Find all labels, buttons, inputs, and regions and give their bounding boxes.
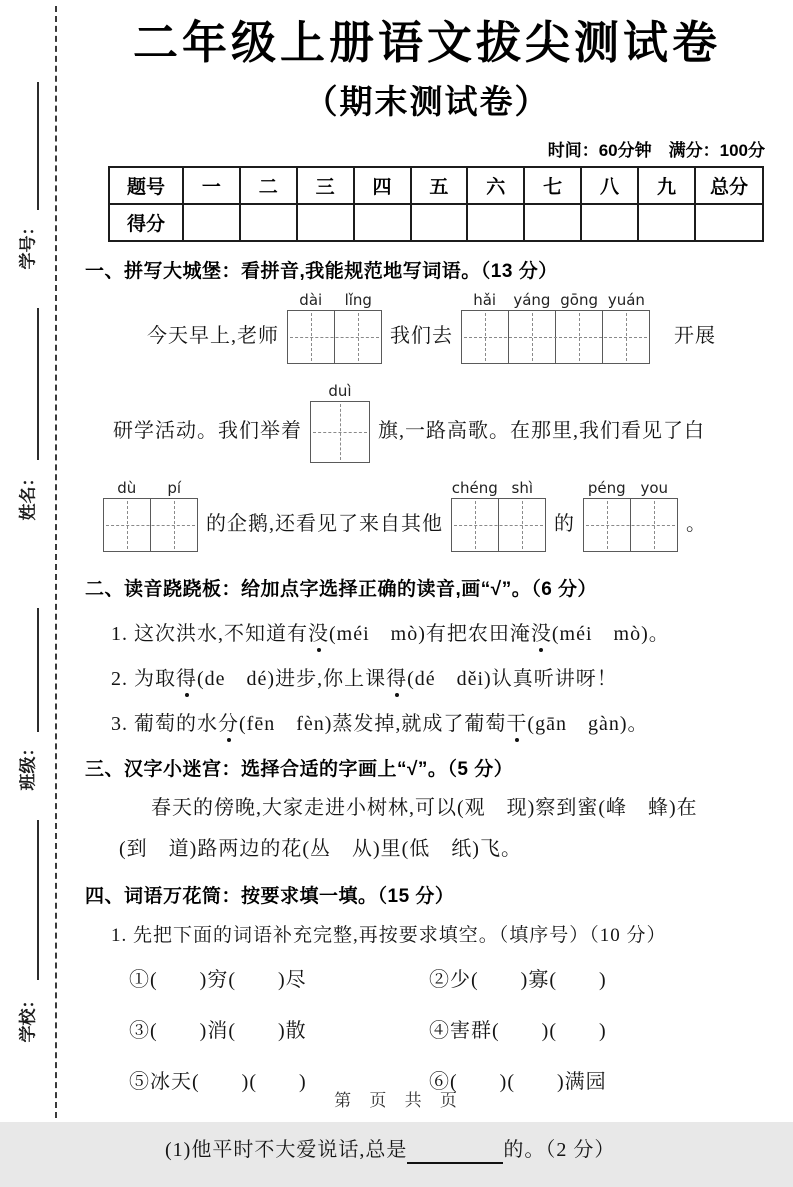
section2-item-1 bbox=[111, 617, 769, 646]
sentence-text: 旗,一路高歌。在那里,我们看见了白 bbox=[378, 420, 705, 442]
pinyin-label: shì bbox=[511, 479, 533, 497]
answer-cell[interactable] bbox=[104, 499, 151, 551]
pinyin-label: yáng bbox=[513, 291, 551, 309]
score-table-header-row bbox=[109, 167, 763, 204]
write-grid[interactable] bbox=[461, 310, 650, 364]
score-input-cell[interactable] bbox=[411, 204, 468, 241]
pinyin-answer-grid[interactable] bbox=[287, 291, 382, 364]
score-header-cell: 一 bbox=[183, 167, 240, 204]
paper-body bbox=[85, 16, 769, 1187]
pinyin-label: yuán bbox=[607, 291, 645, 309]
sentence-text: (fēn fèn)蒸发掉,就成了葡萄 bbox=[239, 713, 507, 735]
score-input-cell[interactable] bbox=[581, 204, 638, 241]
student-id-write-line[interactable] bbox=[37, 82, 39, 210]
score-input-cell[interactable] bbox=[638, 204, 695, 241]
answer-cell[interactable] bbox=[311, 402, 369, 462]
section1-line3 bbox=[103, 479, 769, 552]
score-input-cell[interactable] bbox=[467, 204, 524, 241]
score-table bbox=[108, 166, 764, 242]
score-header-cell: 五 bbox=[411, 167, 468, 204]
dotted-char: 没 bbox=[308, 617, 329, 646]
sentence-text: 1. 这次洪水,不知道有 bbox=[111, 623, 308, 645]
write-grid[interactable] bbox=[103, 498, 198, 552]
dotted-char: 干 bbox=[506, 707, 527, 736]
sentence-text: (méi mò)有把农田淹 bbox=[329, 623, 531, 645]
section4-heading: 四、词语万花筒：按要求填一填。（15 分） bbox=[85, 886, 455, 907]
sentence-text: 2. 为取 bbox=[111, 668, 176, 690]
answer-cell[interactable] bbox=[556, 311, 603, 363]
answer-cell[interactable] bbox=[288, 311, 335, 363]
score-input-cell[interactable] bbox=[524, 204, 581, 241]
sentence-text: (méi mò)。 bbox=[551, 623, 670, 645]
section2-item-2 bbox=[111, 662, 769, 691]
sentence-text: 开展 bbox=[674, 325, 716, 347]
sentence-text: 的 bbox=[554, 513, 575, 535]
sentence-text: 。 bbox=[686, 513, 707, 535]
pinyin-answer-grid[interactable] bbox=[310, 382, 370, 463]
answer-cell[interactable] bbox=[603, 311, 649, 363]
pinyin-label: duì bbox=[328, 382, 352, 400]
paper-subtitle: （期末测试卷） bbox=[304, 83, 550, 120]
answer-cell[interactable] bbox=[151, 499, 197, 551]
write-grid[interactable] bbox=[310, 401, 370, 463]
sentence-text: (de dé)进步,你上课 bbox=[197, 668, 387, 690]
student-id-label: 学号： bbox=[18, 218, 38, 270]
pinyin-answer-grid[interactable] bbox=[103, 479, 198, 552]
answer-cell[interactable] bbox=[335, 311, 381, 363]
idiom-blank[interactable]: ②少( )寡( ) bbox=[429, 969, 607, 991]
pinyin-label: dù bbox=[117, 479, 137, 497]
score-header-cell: 二 bbox=[240, 167, 297, 204]
write-grid[interactable] bbox=[287, 310, 382, 364]
name-write-line[interactable] bbox=[37, 308, 39, 460]
score-input-cell[interactable] bbox=[297, 204, 354, 241]
pinyin-row bbox=[103, 479, 198, 498]
idiom-blank[interactable]: ④害群( )( ) bbox=[429, 1020, 607, 1042]
class-label: 班级： bbox=[18, 739, 38, 791]
score-header-cell: 三 bbox=[297, 167, 354, 204]
pinyin-label: gōng bbox=[560, 291, 598, 309]
idiom-blank[interactable]: ①( )穷( )尽 bbox=[129, 969, 307, 991]
score-input-cell[interactable] bbox=[240, 204, 297, 241]
school-write-line[interactable] bbox=[37, 820, 39, 980]
pinyin-answer-grid[interactable] bbox=[451, 479, 546, 552]
score-header-cell: 题号 bbox=[109, 167, 183, 204]
dotted-char: 得 bbox=[176, 662, 197, 691]
section3-line-2: (到 道)路两边的花(丛 从)里(低 纸)飞。 bbox=[119, 838, 522, 860]
paper-title: 二年级上册语文拔尖测试卷 bbox=[132, 17, 721, 68]
dotted-char: 没 bbox=[531, 617, 552, 646]
sentence-text: 今天早上,老师 bbox=[147, 325, 279, 347]
score-header-cell: 七 bbox=[524, 167, 581, 204]
write-grid[interactable] bbox=[583, 498, 678, 552]
pinyin-label: hǎi bbox=[473, 291, 497, 309]
sentence-text: (dé děi)认真听讲呀！ bbox=[407, 668, 618, 690]
pinyin-answer-grid[interactable] bbox=[461, 291, 650, 364]
score-table-score-row bbox=[109, 204, 763, 241]
sentence-text: (1)他平时不大爱说话,总是 bbox=[165, 1139, 408, 1161]
idiom-blank[interactable]: ⑤冰天( )( ) bbox=[129, 1071, 307, 1093]
pinyin-row bbox=[461, 291, 650, 310]
answer-cell[interactable] bbox=[462, 311, 509, 363]
pinyin-label: chéng bbox=[451, 479, 498, 497]
idiom-blank[interactable]: ⑥( )( )满园 bbox=[429, 1071, 607, 1093]
pinyin-label: péng bbox=[587, 479, 626, 497]
section1-line1 bbox=[147, 291, 769, 364]
pinyin-row bbox=[310, 382, 370, 401]
fill-in-blank-line[interactable] bbox=[407, 1139, 503, 1164]
pinyin-row bbox=[451, 479, 546, 498]
score-header-cell: 四 bbox=[354, 167, 411, 204]
score-header-cell: 九 bbox=[638, 167, 695, 204]
time-and-score-info: 时间：60分钟 满分：100分 bbox=[547, 141, 765, 160]
sentence-text: 的。（2 分） bbox=[503, 1139, 616, 1161]
section3-line-1: 春天的傍晚,大家走进小树林,可以(观 现)察到蜜(峰 蜂)在 bbox=[151, 797, 698, 819]
section3-heading: 三、汉字小迷宫：选择合适的字画上“√”。（5 分） bbox=[85, 759, 514, 780]
write-grid[interactable] bbox=[451, 498, 546, 552]
pinyin-label: lǐng bbox=[344, 291, 372, 309]
pinyin-label: dài bbox=[299, 291, 323, 309]
score-input-cell[interactable] bbox=[183, 204, 240, 241]
page-footer: 第 页 共 页 bbox=[334, 1091, 459, 1110]
idiom-blank[interactable]: ③( )消( )散 bbox=[129, 1020, 307, 1042]
answer-cell[interactable] bbox=[509, 311, 556, 363]
section4-item-1: 1. 先把下面的词语补充完整,再按要求填空。（填序号）（10 分） bbox=[111, 925, 667, 946]
section4-question-1 bbox=[129, 1110, 769, 1187]
score-input-cell[interactable] bbox=[354, 204, 411, 241]
pinyin-row bbox=[287, 291, 382, 310]
answer-cell[interactable] bbox=[584, 499, 631, 551]
answer-cell[interactable] bbox=[499, 499, 545, 551]
sentence-text: 3. 葡萄的水 bbox=[111, 713, 218, 735]
answer-cell[interactable] bbox=[631, 499, 677, 551]
score-input-cell[interactable] bbox=[695, 204, 763, 241]
dotted-char: 得 bbox=[386, 662, 407, 691]
pinyin-row bbox=[583, 479, 678, 498]
score-header-cell: 六 bbox=[467, 167, 524, 204]
sentence-text: 研学活动。我们举着 bbox=[113, 420, 302, 442]
score-header-cell: 总分 bbox=[695, 167, 763, 204]
pinyin-answer-grid[interactable] bbox=[583, 479, 678, 552]
pinyin-label: you bbox=[640, 479, 669, 497]
sentence-text: 的企鹅,还看见了来自其他 bbox=[206, 513, 443, 535]
answer-cell[interactable] bbox=[452, 499, 499, 551]
name-label: 姓名： bbox=[18, 469, 38, 521]
dotted-char: 分 bbox=[218, 707, 239, 736]
pinyin-label: pí bbox=[167, 479, 182, 497]
score-row-label: 得分 bbox=[109, 204, 183, 241]
binding-dashed-line bbox=[55, 6, 57, 1118]
section2-item-3 bbox=[111, 707, 769, 736]
sentence-text: (gān gàn)。 bbox=[527, 713, 649, 735]
section1-heading: 一、拼写大城堡：看拼音,我能规范地写词语。（13 分） bbox=[85, 261, 558, 282]
class-write-line[interactable] bbox=[37, 608, 39, 732]
school-label: 学校： bbox=[18, 991, 38, 1043]
section2-heading: 二、读音跷跷板：给加点字选择正确的读音,画“√”。（6 分） bbox=[85, 579, 598, 600]
section1-line2 bbox=[113, 382, 769, 463]
sentence-text: 我们去 bbox=[390, 325, 453, 347]
idiom-blanks-grid bbox=[129, 963, 769, 1094]
score-header-cell: 八 bbox=[581, 167, 638, 204]
